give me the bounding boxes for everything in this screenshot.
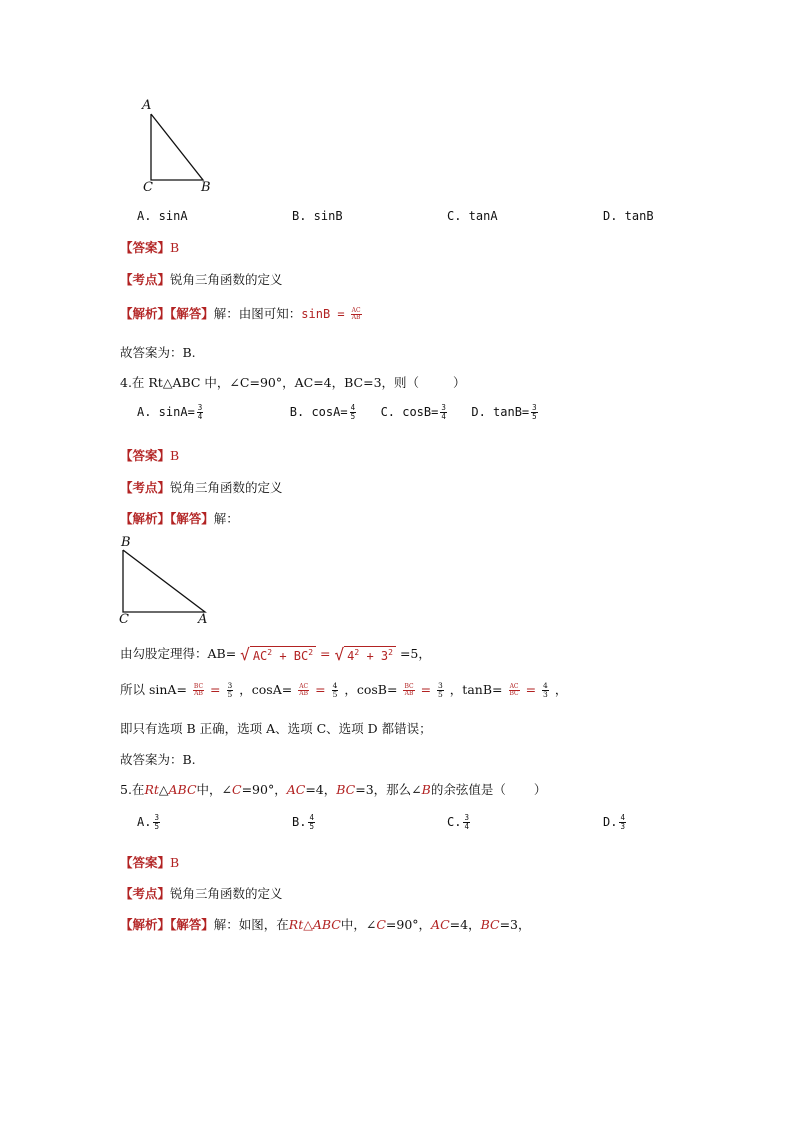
q4-pythagoras xyxy=(120,644,431,663)
q3-option-c: C. tanA xyxy=(447,209,498,223)
kaodian-tag: 【考点】 xyxy=(120,480,171,495)
q4-option-a: A. sinA= $\frac{3}{4}$ xyxy=(137,403,203,421)
fraction-3-5: $\frac{3}{5}$ xyxy=(227,681,233,699)
q4-jiexi xyxy=(120,509,239,527)
fraction-3-5-2: $\frac{3}{5}$ xyxy=(438,681,443,699)
q3-conclusion xyxy=(120,343,196,361)
fraction-bc-ab: $\frac{BC}{AB}$ xyxy=(193,682,204,697)
q5-option-a: A. $\frac{3}{5}$ xyxy=(137,813,159,831)
jiexi-text: 解：由图可知： xyxy=(213,306,302,321)
fraction-4-5: $\frac{4}{5}$ xyxy=(332,681,338,699)
q5-answer xyxy=(120,853,179,871)
jiexi-tag: 【解析】【解答】 xyxy=(120,511,214,526)
answer-value: B xyxy=(170,448,180,463)
so-end: ， xyxy=(554,682,568,697)
kaodian-text: 锐角三角函数的定义 xyxy=(170,272,283,287)
answer-value: B xyxy=(170,240,180,255)
fraction-ac-bc: $\frac{AC}{BC}$ xyxy=(509,682,519,697)
fig1-label-c: C xyxy=(143,180,153,195)
q4-options xyxy=(137,404,540,421)
fig2-label-b: B xyxy=(121,535,131,550)
q4-stem xyxy=(120,373,466,391)
fig1-label-a: A xyxy=(142,98,152,113)
only-line-text: 即只有选项 B 正确，选项 A、选项 C、选项 D 都错误； xyxy=(120,721,432,736)
kaodian-text: 锐角三角函数的定义 xyxy=(170,886,283,901)
pyth-prefix: 由勾股定理得：AB= xyxy=(120,646,237,661)
kaodian-tag: 【考点】 xyxy=(120,886,171,901)
jiexi-text: 解： xyxy=(213,511,239,526)
cosb-label: ，cosB= xyxy=(344,682,398,697)
q4-option-c: C. cosB= $\frac{3}{4}$ xyxy=(380,403,446,421)
fig1-label-b: B xyxy=(201,180,211,195)
so-prefix: 所以 sinA= xyxy=(120,682,187,697)
pyth-result: =5， xyxy=(399,646,431,661)
q3-kaodian xyxy=(120,270,283,288)
q4-stem-paren: ） xyxy=(453,375,466,390)
q4-conclusion xyxy=(120,750,196,768)
cosa-label: ，cosA= xyxy=(239,682,293,697)
answer-value: B xyxy=(170,855,180,870)
q5-option-d: D. $\frac{4}{3}$ xyxy=(603,813,625,831)
tanb-label: ，tanB= xyxy=(449,682,503,697)
jiexi-tag: 【解析】【解答】 xyxy=(120,917,214,932)
q4-kaodian xyxy=(120,478,283,496)
q4-stem-text: 4.在 Rt△ABC 中，∠C=90°，AC=4，BC=3，则（ xyxy=(120,375,420,390)
q3-option-b: B. sinB xyxy=(292,209,343,223)
q5-stem: 5.在Rt△ABC中，∠C=90°，AC=4，BC=3，那么∠B的余弦值是（ ） xyxy=(120,782,547,797)
q5-option-b: B. $\frac{4}{5}$ xyxy=(292,813,314,831)
fraction-bc-ab-2: $\frac{BC}{AB}$ xyxy=(404,682,414,697)
q4-option-b: B. cosA= $\frac{4}{5}$ xyxy=(289,403,356,421)
fig2-label-a: A xyxy=(198,612,208,627)
q3-answer xyxy=(120,238,179,256)
answer-tag: 【答案】 xyxy=(120,448,171,463)
fraction-4-3: $\frac{4}{3}$ xyxy=(543,681,548,699)
fraction-ac-ab: $\frac{AC}{AB}$ xyxy=(299,682,309,697)
conclusion-text: 故答案为：B. xyxy=(120,752,196,767)
conclusion-text: 故答案为：B. xyxy=(120,345,196,360)
fig2-label-c: C xyxy=(119,612,129,627)
q3-option-a: A. sinA xyxy=(137,209,188,223)
q5-jiexi: 【解析】【解答】解：如图，在Rt△ABC中，∠C=90°，AC=4，BC=3， xyxy=(120,917,531,932)
q4-only-line xyxy=(120,719,432,737)
jiexi-tag: 【解析】【解答】 xyxy=(120,306,214,321)
kaodian-tag: 【考点】 xyxy=(120,272,171,287)
q5-kaodian xyxy=(120,884,283,902)
figure-triangle-2 xyxy=(115,540,215,620)
q3-option-d: D. tanB xyxy=(603,209,654,223)
kaodian-text: 锐角三角函数的定义 xyxy=(170,480,283,495)
answer-tag: 【答案】 xyxy=(120,240,171,255)
q5-option-c: C. $\frac{3}{4}$ xyxy=(447,813,469,831)
answer-tag: 【答案】 xyxy=(120,855,171,870)
q4-answer xyxy=(120,446,179,464)
sqrt-expression-1: √ $AC^2 + BC^2$ xyxy=(240,646,316,663)
q4-trig-values: 所以 sinA= $\frac{BC}{AB}$ = $\frac{3}{5}$ ，cosA= $\frac{AC}{AB}$ = $\frac{4}{5}$ ，cosB= $\frac{BC}{AB}$ = $\frac{3}{5}$ ，tanB= $\frac{AC}{BC}$ = $\frac{4}{3}$ ， xyxy=(120,681,568,699)
sqrt-expression-2: √ $4^2 + 3^2$ xyxy=(335,646,396,663)
q4-option-d: D. tanB= $\frac{3}{5}$ xyxy=(471,403,537,421)
fraction-ac-ab: $\frac{AC}{AB}$ xyxy=(351,306,361,321)
equals-sign: = xyxy=(320,646,331,661)
jiexi-formula: sinB = xyxy=(301,307,345,321)
q3-jiexi xyxy=(120,304,364,322)
